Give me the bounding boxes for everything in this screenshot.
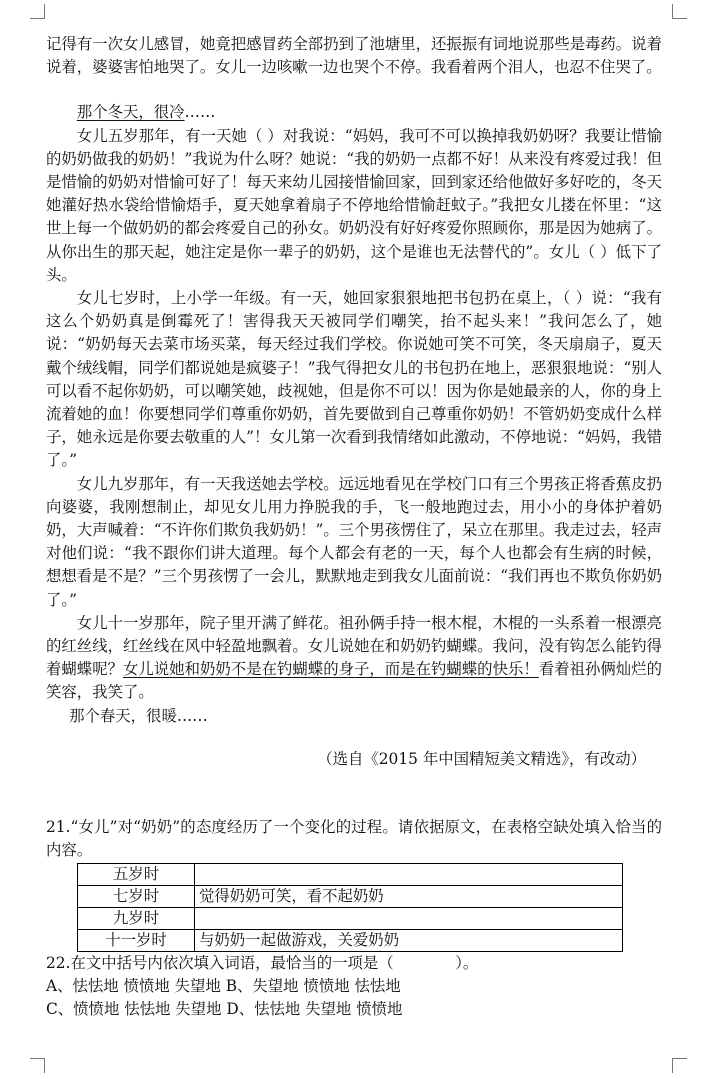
- paragraph-age-5: 女儿五岁那年，有一天她（ ）对我说：“妈妈，我可不可以换掉我奶奶呀？我要让惜愉的奶奶做我的奶奶！”我说为什么呀？她说：“我的奶奶一点都不好！从来没有疼爱过我！但是惜愉的奶奶对惜愉可好了！每天来幼儿园接惜愉回家，回到家还给他做好多好吃的，冬天她灌好热水袋给惜愉焐手，夏天她拿着扇子不停地给惜愉赶蚊子。”我把女儿搂在怀里：“这世上每一个做奶奶的都会疼爱自己的孙女。奶奶没有好好疼爱你照顾你，那是因为她病了。从你出生的那天起，她注定是你一辈子的奶奶，这个是谁也无法替代的”。女儿（ ）低下了头。: [46, 126, 662, 284]
- source-citation: （选自《2015 年中国精短美文精选》，有改动）: [317, 749, 646, 768]
- underlined-sentence: 女儿说她和奶奶不是在钓蝴蝶的身子，而是在钓蝴蝶的快乐！: [123, 660, 539, 679]
- crop-mark-top-right: [672, 4, 687, 19]
- answer-cell-blank[interactable]: [195, 863, 623, 885]
- table-row: [78, 907, 623, 929]
- paragraph-ending: 那个春天，很暖……: [69, 706, 208, 725]
- question-22-options-ab: A、怯怯地 愤愤地 失望地 B、失望地 愤愤地 怯怯地: [46, 976, 401, 995]
- table-row: [78, 885, 623, 907]
- paragraph-age-11-text: 女儿十一岁那年，院子里开满了鲜花。祖孙俩手持一根木棍，木棍的一头系着一根漂亮的红丝线，红丝线在风中轻盈地飘着。女儿说她在和奶奶钓蝴蝶。我问，没有钩怎么能钓得着蝴蝶呢？: [46, 613, 662, 679]
- section-heading-ellipsis: ……: [184, 103, 216, 122]
- age-cell: 九岁时: [78, 907, 195, 929]
- question-22-prompt: 22.在文中括号内依次填入词语，最恰当的一项是（ ）。: [46, 953, 479, 972]
- section-heading: [46, 101, 662, 124]
- crop-mark-bottom-right: [672, 1058, 687, 1073]
- document-body: [46, 33, 662, 1021]
- answer-cell-blank[interactable]: [195, 907, 623, 929]
- table-row: [78, 929, 623, 951]
- paragraph-age-7: 女儿七岁时，上小学一年级。有一天，她回家狠狠地把书包扔在桌上，（ ）说：“我有这么个奶奶真是倒霉死了！害得我天天被同学们嘲笑，抬不起头来！”我问怎么了，她说：“奶奶每天去菜市场买菜，每天经过我们学校。你说她可笑不可笑，冬天扇扇子，夏天戴个绒线帽，同学们都说她是疯婆子！”我气得把女儿的书包扔在地上，恶狠狠地说：“别人可以看不起你奶奶，可以嘲笑她，歧视她，但是你不可以！因为你是她最亲的人，你的身上流着她的血！你要想同学们尊重你奶奶，首先要做到自己尊重你奶奶！不管奶奶变成什么样子，她永远是你要去敬重的人”！女儿第一次看到我情绪如此激动，不停地说：“妈妈，我错了。”: [46, 289, 662, 470]
- question-21-prompt: 21.“女儿”对“奶奶”的态度经历了一个变化的过程。请依据原文，在表格空缺处填入恰当的内容。: [46, 818, 662, 860]
- paragraph-age-11: [46, 612, 662, 705]
- question-21-table: [77, 863, 623, 952]
- age-cell: 五岁时: [78, 863, 195, 885]
- age-cell: 七岁时: [78, 885, 195, 907]
- answer-cell: 觉得奶奶可笑，看不起奶奶: [195, 885, 623, 907]
- crop-mark-top-left: [30, 4, 45, 19]
- paragraph-age-11-ending: 看着祖孙俩灿烂的笑容，我笑了。: [46, 660, 662, 702]
- crop-mark-bottom-left: [30, 1058, 45, 1073]
- paragraph-age-9: 女儿九岁那年，有一天我送她去学校。远远地看见在学校门口有三个男孩正将香蕉皮扔向婆婆，我刚想制止，却见女儿用力挣脱我的手，飞一般地跑过去，用小小的身体护着奶奶，大声喊着：“不许你们欺负我奶奶！”。三个男孩愣住了，呆立在那里。我走过去，轻声对他们说：“我不跟你们讲大道理。每个人都会有老的一天，每个人也都会有生病的时候，想想看是不是？”三个男孩愣了一会儿，默默地走到我女儿面前说：“我们再也不欺负你奶奶了。”: [46, 474, 662, 609]
- age-cell: 十一岁时: [78, 929, 195, 951]
- table-row: [78, 863, 623, 885]
- question-22-options-cd: C、愤愤地 怯怯地 失望地 D、怯怯地 失望地 愤愤地: [46, 999, 403, 1018]
- section-heading-text: 那个冬天，很冷: [76, 103, 185, 122]
- paragraph-1: 记得有一次女儿感冒，她竟把感冒药全部扔到了池塘里，还振振有词地说那些是毒药。说着说着，婆婆害怕地哭了。女儿一边咳嗽一边也哭个不停。我看着两个泪人，也忍不住哭了。: [46, 35, 662, 77]
- answer-cell: 与奶奶一起做游戏，关爱奶奶: [195, 929, 623, 951]
